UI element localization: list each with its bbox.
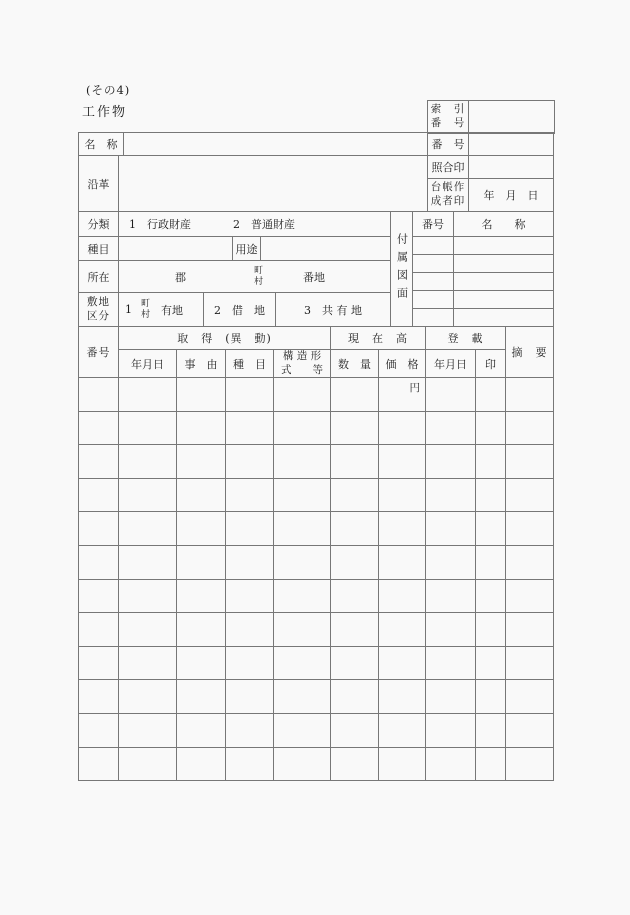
ledger-cell <box>274 747 331 781</box>
ledger-cell <box>331 445 379 479</box>
classification-option-1: 1 行政財産 <box>129 218 191 231</box>
ledger-cell <box>476 713 506 747</box>
ledger-cell <box>476 680 506 714</box>
structure-type-header <box>274 350 331 378</box>
ledger-cell <box>379 512 426 546</box>
history-label: 沿革 <box>79 156 119 212</box>
ledger-cell <box>426 646 476 680</box>
reason-header: 事 由 <box>177 350 226 378</box>
ledger-cell <box>331 545 379 579</box>
registration-date-header: 年月日 <box>426 350 476 378</box>
ledger-cell <box>177 579 226 613</box>
current-amount-group-header: 現 在 高 <box>331 327 426 350</box>
ledger-cell <box>379 545 426 579</box>
index-number-label <box>428 101 469 134</box>
ledger-cell <box>379 613 426 647</box>
collation-seal-value <box>469 156 554 179</box>
ledger-cell <box>476 747 506 781</box>
site-option-1-town-village: 町 村 <box>141 298 151 320</box>
drawing-name-cell <box>454 255 554 273</box>
ledger-cell <box>331 378 379 412</box>
site-option-1-suffix: 有地 <box>161 303 184 317</box>
ledger-row <box>79 378 554 412</box>
price-unit-cell: 円 <box>379 378 426 412</box>
price-header: 価 格 <box>379 350 426 378</box>
ledger-cell <box>506 512 554 546</box>
ledger-cell <box>79 713 119 747</box>
drawing-row <box>391 309 554 327</box>
ledger-maker-seal-label <box>428 179 469 212</box>
ledger-cell <box>274 545 331 579</box>
drawing-row <box>391 273 554 291</box>
ledger-cell <box>426 411 476 445</box>
item-label: 種目 <box>79 237 119 261</box>
ledger-cell <box>226 646 274 680</box>
location-value <box>119 261 391 293</box>
drawing-name-header: 名 称 <box>454 212 554 237</box>
collation-seal-label: 照合印 <box>428 156 469 179</box>
ledger-cell <box>476 512 506 546</box>
ledger-cell <box>426 680 476 714</box>
ledger-cell <box>79 512 119 546</box>
ledger-cell <box>331 713 379 747</box>
ledger-table <box>78 326 554 781</box>
drawing-name-cell <box>454 273 554 291</box>
ledger-row <box>79 713 554 747</box>
index-number-box <box>427 100 555 134</box>
item-header: 種 目 <box>226 350 274 378</box>
ledger-cell <box>426 478 476 512</box>
drawing-name-cell <box>454 309 554 327</box>
ledger-cell <box>426 378 476 412</box>
ledger-cell <box>226 512 274 546</box>
ledger-cell <box>226 713 274 747</box>
ledger-cell <box>426 713 476 747</box>
site-option-1-number: 1 <box>125 303 132 316</box>
ledger-row <box>79 579 554 613</box>
location-town-village-label: 町 村 <box>254 265 264 287</box>
ledger-cell <box>476 378 506 412</box>
ledger-cell <box>79 613 119 647</box>
ledger-cell <box>79 545 119 579</box>
site-category-label <box>79 293 119 327</box>
ledger-row <box>79 646 554 680</box>
ledger-cell <box>177 646 226 680</box>
ledger-cell <box>379 411 426 445</box>
drawing-row <box>391 291 554 309</box>
location-label: 所在 <box>79 261 119 293</box>
ledger-cell <box>379 747 426 781</box>
ledger-cell <box>177 613 226 647</box>
structure-type-header-line1: 構 造 形 <box>282 350 322 363</box>
ledger-cell <box>226 680 274 714</box>
site-option-3: 3 共 有 地 <box>276 293 391 327</box>
drawing-number-header: 番号 <box>413 212 454 237</box>
ledger-cell <box>426 512 476 546</box>
ledger-cell <box>476 613 506 647</box>
index-number-label-line2: 番 号 <box>430 117 466 129</box>
ledger-cell <box>379 478 426 512</box>
ledger-cell <box>274 680 331 714</box>
ledger-cell <box>177 445 226 479</box>
name-value <box>124 133 428 156</box>
ledger-maker-seal-label-line2: 成者印 <box>430 195 466 207</box>
classification-options <box>119 212 391 237</box>
ledger-cell <box>226 478 274 512</box>
ledger-row <box>79 512 554 546</box>
seal-header: 印 <box>476 350 506 378</box>
ledger-cell <box>177 747 226 781</box>
ledger-cell <box>79 680 119 714</box>
ledger-cell <box>331 646 379 680</box>
ledger-cell <box>119 378 177 412</box>
drawing-number-cell <box>413 309 454 327</box>
ledger-cell <box>274 478 331 512</box>
ledger-cell <box>274 445 331 479</box>
ledger-cell <box>506 713 554 747</box>
ledger-row <box>79 545 554 579</box>
ledger-cell <box>79 411 119 445</box>
ledger-cell <box>79 747 119 781</box>
name-label: 名 称 <box>79 133 124 156</box>
ledger-row <box>79 747 554 781</box>
ledger-cell <box>226 445 274 479</box>
ledger-cell <box>476 545 506 579</box>
ledger-cell <box>177 411 226 445</box>
ledger-cell <box>119 411 177 445</box>
ledger-cell <box>226 411 274 445</box>
ledger-cell <box>119 613 177 647</box>
ledger-cell <box>506 411 554 445</box>
drawing-number-cell <box>413 255 454 273</box>
ledger-cell <box>379 579 426 613</box>
drawing-number-cell <box>413 291 454 309</box>
ledger-cell <box>79 378 119 412</box>
ledger-cell <box>226 545 274 579</box>
site-category-label-line2: 区分 <box>87 309 110 322</box>
ledger-cell <box>119 445 177 479</box>
ledger-cell <box>506 613 554 647</box>
registration-group-header: 登 載 <box>426 327 506 350</box>
ledger-cell <box>476 646 506 680</box>
ledger-cell <box>426 613 476 647</box>
name-row <box>78 132 554 156</box>
number-label: 番 号 <box>428 133 469 156</box>
ledger-cell <box>177 680 226 714</box>
acquisition-group-header: 取 得 (異 動) <box>119 327 331 350</box>
use-label: 用途 <box>233 237 261 261</box>
ledger-cell <box>177 545 226 579</box>
ledger-cell <box>426 579 476 613</box>
ledger-cell <box>226 747 274 781</box>
ledger-cell <box>331 680 379 714</box>
ledger-cell <box>177 378 226 412</box>
index-number-label-line1: 索 引 <box>430 103 466 116</box>
ledger-cell <box>79 646 119 680</box>
sheet-label: (その4) <box>86 83 131 97</box>
acquisition-date-header: 年月日 <box>119 350 177 378</box>
ledger-row <box>79 478 554 512</box>
ledger-cell <box>379 713 426 747</box>
ledger-cell <box>506 747 554 781</box>
ledger-cell <box>119 545 177 579</box>
drawing-row <box>391 237 554 255</box>
drawing-name-cell <box>454 237 554 255</box>
history-value <box>119 156 428 212</box>
ledger-cell <box>274 512 331 546</box>
ledger-cell <box>476 579 506 613</box>
ledger-cell <box>119 478 177 512</box>
ledger-cell <box>331 747 379 781</box>
attached-drawings-block <box>390 211 554 327</box>
ledger-maker-seal-label-line1: 台帳作 <box>430 181 466 194</box>
ledger-cell <box>226 613 274 647</box>
history-block <box>78 155 554 212</box>
attached-drawings-side-label: 付属図面 <box>391 212 413 327</box>
ledger-row <box>79 613 554 647</box>
ledger-cell <box>331 613 379 647</box>
use-value <box>261 237 391 261</box>
ledger-cell <box>119 579 177 613</box>
ledger-cell <box>177 713 226 747</box>
ledger-cell <box>331 512 379 546</box>
ledger-cell <box>274 613 331 647</box>
site-option-2: 2 借 地 <box>204 293 276 327</box>
ledger-cell <box>226 579 274 613</box>
attached-drawings-body <box>391 212 554 327</box>
ledger-cell <box>426 747 476 781</box>
structure-type-header-line2: 式 等 <box>281 363 323 376</box>
ledger-cell <box>506 680 554 714</box>
ledger-cell <box>119 646 177 680</box>
item-value <box>119 237 233 261</box>
ledger-cell <box>506 478 554 512</box>
ledger-cell <box>274 713 331 747</box>
ledger-cell <box>119 512 177 546</box>
ledger-cell <box>177 478 226 512</box>
ledger-cell <box>274 411 331 445</box>
ledger-cell <box>79 445 119 479</box>
ledger-cell <box>476 445 506 479</box>
ledger-cell <box>119 680 177 714</box>
ledger-cell <box>119 713 177 747</box>
drawing-name-cell <box>454 291 554 309</box>
ledger-cell <box>379 680 426 714</box>
ledger-cell <box>379 445 426 479</box>
ledger-cell <box>426 545 476 579</box>
ledger-cell <box>506 579 554 613</box>
ledger-cell <box>379 646 426 680</box>
classification-label: 分類 <box>79 212 119 237</box>
drawing-number-cell <box>413 273 454 291</box>
remarks-header: 摘 要 <box>506 327 554 378</box>
ledger-maker-date: 年 月 日 <box>469 179 554 212</box>
ledger-body <box>79 378 554 781</box>
ledger-cell <box>476 478 506 512</box>
drawing-row <box>391 255 554 273</box>
ledger-cell <box>274 646 331 680</box>
ledger-row <box>79 411 554 445</box>
ledger-cell <box>177 512 226 546</box>
property-block <box>78 211 391 327</box>
ledger-cell <box>476 411 506 445</box>
ledger-row <box>79 445 554 479</box>
ledger-number-header: 番号 <box>79 327 119 378</box>
ledger-cell <box>331 579 379 613</box>
index-number-value <box>469 101 555 134</box>
ledger-row <box>79 680 554 714</box>
ledger-cell <box>79 579 119 613</box>
quantity-header: 数 量 <box>331 350 379 378</box>
page-title: 工作物 <box>82 105 128 120</box>
classification-option-2: 2 普通財産 <box>233 218 295 231</box>
ledger-cell <box>226 378 274 412</box>
site-category-label-line1: 敷地 <box>87 295 110 308</box>
ledger-cell <box>274 378 331 412</box>
ledger-cell <box>506 545 554 579</box>
location-lot-label: 番地 <box>303 270 326 284</box>
drawing-number-cell <box>413 237 454 255</box>
ledger-cell <box>331 478 379 512</box>
ledger-cell <box>506 646 554 680</box>
ledger-cell <box>426 445 476 479</box>
location-county-label: 郡 <box>175 270 186 284</box>
ledger-cell <box>506 445 554 479</box>
site-option-1 <box>119 293 204 327</box>
number-value <box>469 133 554 156</box>
ledger-cell <box>274 579 331 613</box>
ledger-cell <box>506 378 554 412</box>
ledger-cell <box>331 411 379 445</box>
ledger-cell <box>119 747 177 781</box>
ledger-cell <box>79 478 119 512</box>
